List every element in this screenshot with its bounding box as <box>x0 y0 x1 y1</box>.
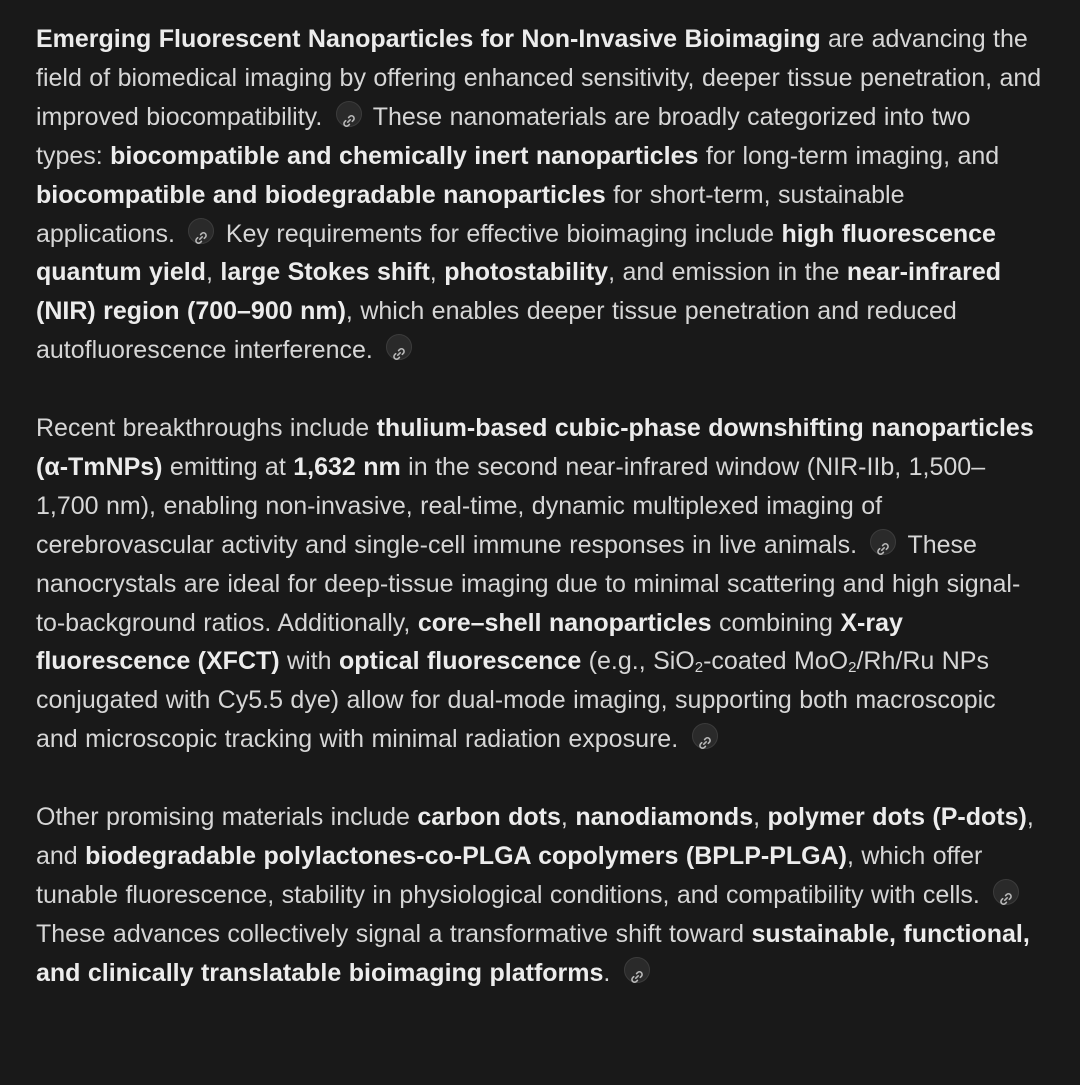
text: /Rh/Ru NPs conjugated with Cy5.5 dye) allow for dual-mode imaging, supporting both macroscopic and microscopic tracking with minimal radiation exposure. <box>36 647 996 754</box>
text: in the second near-infrared window (NIR-IIb, 1,500–1,700 nm), enabling non-invasive, real-time, dynamic multiplexed imaging of cerebrovascular activity and single-cell immune responses in live animals. <box>36 452 986 559</box>
text: These advances collectively signal a transformative shift toward <box>36 919 752 948</box>
text: , <box>429 258 445 287</box>
text: , <box>205 258 221 287</box>
text: These nanomaterials are broadly categorized into two types: <box>36 102 971 170</box>
text: are advancing the field of biomedical imaging by offering enhanced sensitivity, deeper tissue penetration, and improved biocompatibility. <box>36 25 1042 131</box>
bold-text: optical fluorescence <box>338 647 582 676</box>
text: , and emission in the <box>608 258 847 287</box>
text: with <box>279 647 339 676</box>
bold-text: high fluorescence quantum yield <box>36 219 996 287</box>
text: combining <box>711 608 841 637</box>
bold-text: photostability <box>444 258 609 287</box>
text: , <box>560 803 576 832</box>
paragraph <box>36 20 1044 370</box>
link-icon[interactable] <box>624 957 650 983</box>
link-icon[interactable] <box>870 529 896 555</box>
bold-text: core–shell nanoparticles <box>417 608 712 637</box>
text: , which enables deeper tissue penetration and reduced autofluorescence interference. <box>36 297 957 365</box>
bold-text: 1,632 nm <box>293 452 401 481</box>
text: Other promising materials include <box>36 803 418 832</box>
bold-text: near-infrared (NIR) region (700–900 nm) <box>36 258 1002 326</box>
text: , and <box>36 803 1034 870</box>
link-icon[interactable] <box>692 723 718 749</box>
bold-text: biodegradable polylactones-co-PLGA copolymers (BPLP-PLGA) <box>85 842 847 870</box>
bold-text: biocompatible and chemically inert nanoparticles <box>110 141 699 170</box>
subscript: 2 <box>694 659 704 677</box>
link-icon[interactable] <box>386 334 412 360</box>
bold-text: biocompatible and biodegradable nanoparticles <box>36 180 606 209</box>
bold-text: polymer dots (P-dots) <box>767 803 1027 832</box>
bold-text: carbon dots <box>417 803 561 832</box>
bold-text: large Stokes shift <box>220 258 430 287</box>
text: emitting at <box>162 452 294 481</box>
text: for short-term, sustainable applications. <box>36 180 905 248</box>
bold-text: X-ray fluorescence (XFCT) <box>36 608 903 676</box>
paragraph <box>36 409 1044 759</box>
bold-text: nanodiamonds <box>575 803 754 832</box>
bold-text: Emerging Fluorescent Nanoparticles for Non-Invasive Bioimaging <box>36 25 821 53</box>
bold-text: sustainable, functional, and clinically translatable bioimaging platforms <box>36 919 1030 987</box>
paragraph <box>36 798 1044 993</box>
text: -coated MoO <box>703 647 849 676</box>
text: , <box>753 803 768 832</box>
text: (e.g., SiO <box>581 647 695 676</box>
link-icon[interactable] <box>993 879 1019 905</box>
text: , which offer tunable fluorescence, stability in physiological conditions, and compatibility with cells. <box>36 842 988 909</box>
text: Recent breakthroughs include <box>36 414 377 443</box>
subscript: 2 <box>848 659 857 677</box>
bold-text: thulium-based cubic-phase downshifting nanoparticles (α-TmNPs) <box>36 414 1034 481</box>
text: Key requirements for effective bioimaging include <box>218 219 782 248</box>
link-icon[interactable] <box>336 101 362 127</box>
link-icon[interactable] <box>188 218 214 244</box>
text: for long-term imaging, and <box>698 141 1000 170</box>
text: These nanocrystals are ideal for deep-tissue imaging due to minimal scattering and high signal-to-background ratios. Additionally, <box>36 530 1021 637</box>
text: . <box>603 958 618 987</box>
